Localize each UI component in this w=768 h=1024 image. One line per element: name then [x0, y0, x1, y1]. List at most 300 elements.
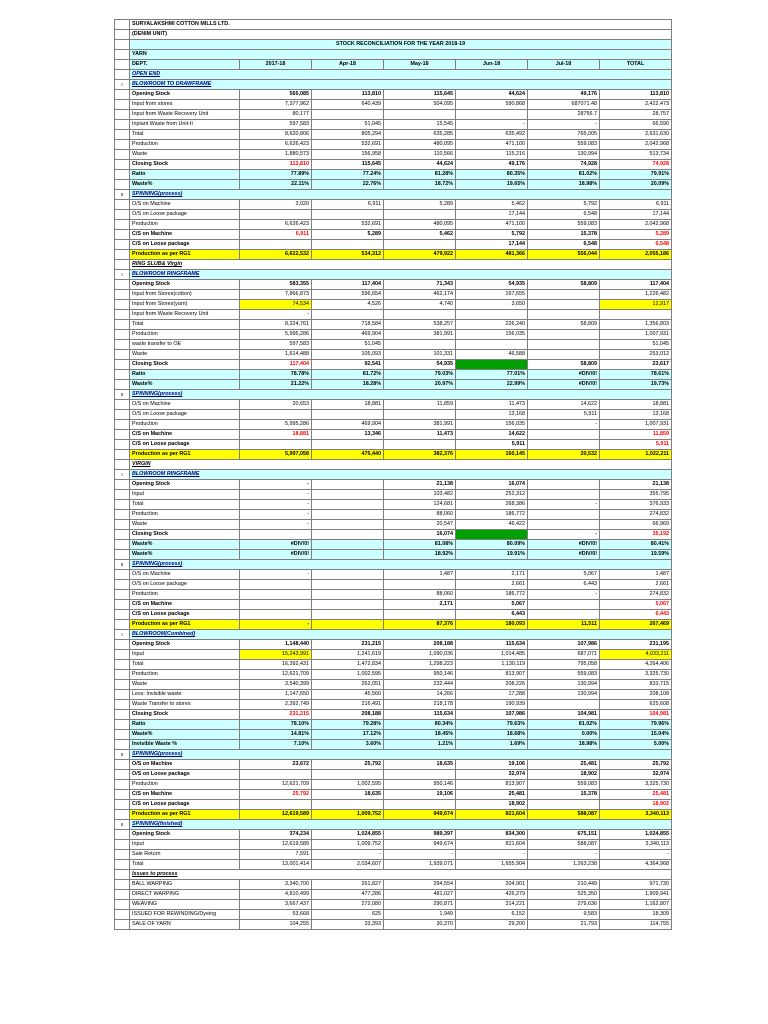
row-index [115, 140, 130, 150]
value-cell [312, 480, 384, 490]
row-label: Production as per RG1 [130, 250, 240, 260]
row-index [115, 570, 130, 580]
value-cell: 115,216 [456, 150, 528, 160]
value-cell: 19.59% [600, 550, 672, 560]
row-index [115, 610, 130, 620]
value-cell: 7,591 [240, 850, 312, 860]
value-cell: 104,981 [528, 710, 600, 720]
value-cell [384, 310, 456, 320]
value-cell: 32,974 [456, 770, 528, 780]
row-label: Closing Stock [130, 710, 240, 720]
value-cell: 35,192 [600, 530, 672, 540]
value-cell: - [528, 120, 600, 130]
table-row [115, 890, 672, 900]
value-cell: 6,911 [240, 230, 312, 240]
value-cell [528, 520, 600, 530]
value-cell [312, 620, 384, 630]
value-cell: 2,392,749 [240, 700, 312, 710]
row-label: Waste% [130, 550, 240, 560]
section-row [115, 70, 672, 80]
value-cell [384, 110, 456, 120]
row-label: O/S on Machine [130, 400, 240, 410]
report-title: STOCK RECONCILIATION FOR THE YEAR 2018-19 [130, 40, 672, 50]
value-cell: 15,243,991 [240, 650, 312, 660]
section-row [115, 560, 672, 570]
value-cell: 20,532 [528, 450, 600, 460]
value-cell: 8,620,806 [240, 130, 312, 140]
value-cell: 481,366 [456, 250, 528, 260]
value-cell: 290,871 [384, 900, 456, 910]
row-label: VIRGIN [130, 460, 672, 470]
row-label: Ratio [130, 170, 240, 180]
value-cell: 12,621,709 [240, 670, 312, 680]
group-label-row [115, 870, 672, 880]
value-cell: 5,995,286 [240, 330, 312, 340]
table-row [115, 800, 672, 810]
value-cell: 1,614,488 [240, 350, 312, 360]
table-row [115, 500, 672, 510]
value-cell: 2,171 [456, 570, 528, 580]
row-label: O/S on Machine [130, 200, 240, 210]
row-index [115, 410, 130, 420]
table-row [115, 720, 672, 730]
value-cell: 18,309 [600, 910, 672, 920]
value-cell: #DIV/0! [528, 380, 600, 390]
value-cell: 107,986 [456, 710, 528, 720]
value-cell: - [528, 590, 600, 600]
row-index [115, 70, 130, 80]
value-cell: 115,634 [384, 710, 456, 720]
value-cell: 32,974 [600, 770, 672, 780]
value-cell: 18.98% [528, 180, 600, 190]
table-row [115, 110, 672, 120]
value-cell: 795,058 [528, 660, 600, 670]
value-cell: 5,067 [528, 570, 600, 580]
header-2017-18: 2017-18 [240, 60, 312, 70]
table-row [115, 760, 672, 770]
row-label: OPEN END [130, 70, 672, 80]
value-cell: 19,106 [384, 790, 456, 800]
value-cell: 381,991 [384, 330, 456, 340]
table-row [115, 140, 672, 150]
row-index [115, 650, 130, 660]
value-cell: 51,045 [600, 340, 672, 350]
row-index [115, 490, 130, 500]
value-cell: 1,241,619 [312, 650, 384, 660]
row-label: Production [130, 140, 240, 150]
value-cell: 2,661 [600, 580, 672, 590]
value-cell: 218,178 [384, 700, 456, 710]
row-label: DIRECT WARPING [130, 890, 240, 900]
row-label: Ratio [130, 720, 240, 730]
row-label: C/S on Machine [130, 430, 240, 440]
table-row [115, 400, 672, 410]
table-row [115, 850, 672, 860]
value-cell [528, 800, 600, 810]
value-cell: - [528, 850, 600, 860]
cell [115, 40, 130, 50]
value-cell: 675,151 [528, 830, 600, 840]
value-cell: #DIV/0! [528, 370, 600, 380]
row-index [115, 90, 130, 100]
row-label: Production [130, 780, 240, 790]
value-cell: 180,093 [456, 620, 528, 630]
row-label: O/S on Loose package [130, 210, 240, 220]
row-label: Waste% [130, 730, 240, 740]
value-cell [240, 440, 312, 450]
row-index [115, 250, 130, 260]
table-row [115, 660, 672, 670]
value-cell: 1,009,752 [312, 810, 384, 820]
value-cell: 232,444 [384, 680, 456, 690]
value-cell: 765,005 [528, 130, 600, 140]
table-row [115, 300, 672, 310]
row-index [115, 870, 130, 880]
value-cell: 101,331 [384, 350, 456, 360]
value-cell: 21,138 [600, 480, 672, 490]
value-cell: 77.89% [240, 170, 312, 180]
value-cell: - [528, 530, 600, 540]
row-index: II [115, 750, 130, 760]
value-cell: 805,294 [312, 130, 384, 140]
row-label: Production [130, 330, 240, 340]
value-cell: 107,986 [528, 640, 600, 650]
header-jul-18: Jul-18 [528, 60, 600, 70]
value-cell: 7,866,873 [240, 290, 312, 300]
row-index [115, 540, 130, 550]
value-cell [384, 610, 456, 620]
row-label: waste transfer to OE [130, 340, 240, 350]
value-cell: 5,289 [312, 230, 384, 240]
cell [115, 20, 130, 30]
value-cell: 2,631,630 [600, 130, 672, 140]
value-cell: 252,312 [456, 490, 528, 500]
value-cell: 79.03% [384, 370, 456, 380]
row-label: O/S on Loose package [130, 770, 240, 780]
table-row [115, 440, 672, 450]
value-cell: 262,051 [312, 680, 384, 690]
row-index: II [115, 820, 130, 830]
value-cell: 6,443 [456, 610, 528, 620]
table-row [115, 510, 672, 520]
row-label: C/S on Machine [130, 790, 240, 800]
value-cell: 130,994 [528, 150, 600, 160]
row-index [115, 350, 130, 360]
value-cell: 12,619,589 [240, 810, 312, 820]
value-cell: 186,772 [456, 590, 528, 600]
value-cell: 17.12% [312, 730, 384, 740]
value-cell: 272,080 [312, 900, 384, 910]
row-index [115, 310, 130, 320]
value-cell: 718,584 [312, 320, 384, 330]
row-label: Opening Stock [130, 830, 240, 840]
value-cell: 5.00% [600, 740, 672, 750]
value-cell: 208,226 [456, 680, 528, 690]
value-cell: 92,541 [312, 360, 384, 370]
section-row [115, 270, 672, 280]
row-index [115, 620, 130, 630]
value-cell: 1,880,573 [240, 150, 312, 160]
value-cell: 21.22% [240, 380, 312, 390]
value-cell: 231,195 [600, 640, 672, 650]
value-cell: 4,526 [312, 300, 384, 310]
value-cell: 74,534 [240, 300, 312, 310]
value-cell: - [528, 500, 600, 510]
row-label: Production [130, 510, 240, 520]
table-row [115, 740, 672, 750]
table-row [115, 650, 672, 660]
row-label: SPINNING(process) [130, 560, 672, 570]
value-cell: 17,144 [600, 210, 672, 220]
row-label: Waste [130, 350, 240, 360]
row-index [115, 280, 130, 290]
table-row [115, 360, 672, 370]
value-cell: 376,933 [600, 500, 672, 510]
value-cell: 5,289 [600, 230, 672, 240]
row-index: I [115, 80, 130, 90]
row-label: O/S on Machine [130, 570, 240, 580]
value-cell: 4,033,211 [600, 650, 672, 660]
value-cell: 469,904 [312, 420, 384, 430]
value-cell: 4,810,499 [240, 890, 312, 900]
row-label: Ratio [130, 370, 240, 380]
value-cell: - [312, 850, 384, 860]
row-label: Input from Stores(cotton) [130, 290, 240, 300]
value-cell: 355,795 [600, 490, 672, 500]
table-row [115, 670, 672, 680]
row-index [115, 150, 130, 160]
value-cell: 821,604 [456, 810, 528, 820]
row-index [115, 790, 130, 800]
value-cell [384, 580, 456, 590]
value-cell: 635,492 [456, 130, 528, 140]
row-label: C/S on Loose package [130, 240, 240, 250]
value-cell: 190,939 [456, 700, 528, 710]
row-label: O/S on Loose package [130, 410, 240, 420]
table-row [115, 640, 672, 650]
value-cell: 226,240 [456, 320, 528, 330]
row-index [115, 400, 130, 410]
row-label: Waste% [130, 180, 240, 190]
row-label: Production as per RG1 [130, 450, 240, 460]
value-cell: 104,981 [600, 710, 672, 720]
value-cell [312, 310, 384, 320]
row-label: Total [130, 660, 240, 670]
value-cell: 950,146 [384, 780, 456, 790]
value-cell: 532,691 [312, 220, 384, 230]
value-cell: 105,093 [312, 350, 384, 360]
table-row [115, 910, 672, 920]
header-dept: DEPT. [130, 60, 240, 70]
value-cell: 6,626,423 [240, 220, 312, 230]
row-label: Closing Stock [130, 530, 240, 540]
value-cell: 1,148,440 [240, 640, 312, 650]
value-cell: 114,755 [600, 920, 672, 930]
cell [115, 30, 130, 40]
value-cell: 216,491 [312, 700, 384, 710]
value-cell: 1,162,807 [600, 900, 672, 910]
table-row [115, 780, 672, 790]
section-row [115, 630, 672, 640]
value-cell [240, 600, 312, 610]
value-cell: 66,590 [600, 120, 672, 130]
row-label: Input [130, 650, 240, 660]
row-label: BALL WARPING [130, 880, 240, 890]
row-index [115, 380, 130, 390]
value-cell: 635,285 [384, 130, 456, 140]
value-cell: 104,255 [240, 920, 312, 930]
value-cell: 534,312 [312, 250, 384, 260]
row-index: I [115, 470, 130, 480]
row-label: Production as per RG1 [130, 620, 240, 630]
header-total: TOTAL [600, 60, 672, 70]
value-cell [312, 610, 384, 620]
row-index [115, 210, 130, 220]
row-label: BLOWROOM TO DRAWFRAME [130, 80, 672, 90]
value-cell: 88,060 [384, 590, 456, 600]
value-cell: 1,130,119 [456, 660, 528, 670]
value-cell: 381,991 [384, 420, 456, 430]
row-label: Opening Stock [130, 480, 240, 490]
row-index [115, 880, 130, 890]
row-label: Opening Stock [130, 280, 240, 290]
table-row [115, 480, 672, 490]
row-index [115, 170, 130, 180]
value-cell: 15,378 [528, 230, 600, 240]
value-cell: 46,422 [456, 520, 528, 530]
table-row [115, 410, 672, 420]
row-index [115, 500, 130, 510]
value-cell: - [528, 420, 600, 430]
company-unit: (DENIM UNIT) [130, 30, 672, 40]
value-cell [240, 590, 312, 600]
table-row [115, 430, 672, 440]
value-cell: 51,045 [312, 120, 384, 130]
row-index [115, 100, 130, 110]
row-index [115, 330, 130, 340]
row-label: Production [130, 590, 240, 600]
value-cell [240, 240, 312, 250]
value-cell: 513,734 [600, 150, 672, 160]
row-label: RING SLUB& Virgin [130, 260, 672, 270]
value-cell: 13,168 [600, 410, 672, 420]
value-cell [528, 440, 600, 450]
group-label-row [115, 260, 672, 270]
row-index [115, 220, 130, 230]
value-cell: 18,902 [528, 770, 600, 780]
value-cell: 25,792 [240, 790, 312, 800]
value-cell [240, 610, 312, 620]
value-cell: 156,035 [456, 420, 528, 430]
value-cell: 74,928 [528, 160, 600, 170]
value-cell: 208,188 [312, 710, 384, 720]
value-cell: 54,935 [384, 360, 456, 370]
value-cell: 19.73% [600, 380, 672, 390]
value-cell: 113,810 [600, 90, 672, 100]
value-cell: - [240, 490, 312, 500]
value-cell: 1,090,036 [384, 650, 456, 660]
value-cell: 15,545 [384, 120, 456, 130]
table-row [115, 550, 672, 560]
value-cell: 3,667,437 [240, 900, 312, 910]
value-cell: 597,583 [240, 340, 312, 350]
table-row [115, 420, 672, 430]
value-cell: 6,911 [312, 200, 384, 210]
value-cell: - [240, 620, 312, 630]
table-row [115, 770, 672, 780]
value-cell: 15.04% [600, 730, 672, 740]
value-cell: 167,655 [456, 290, 528, 300]
row-label: Waste [130, 150, 240, 160]
value-cell: 538,257 [384, 320, 456, 330]
row-index [115, 420, 130, 430]
row-label: SPINNING(process) [130, 750, 672, 760]
value-cell [528, 310, 600, 320]
value-cell [312, 110, 384, 120]
value-cell: 821,604 [456, 840, 528, 850]
value-cell: 110,566 [384, 150, 456, 160]
section-row [115, 190, 672, 200]
value-cell: 469,904 [312, 330, 384, 340]
row-label: C/S on Loose package [130, 610, 240, 620]
value-cell: 480,095 [384, 220, 456, 230]
value-cell: 11,511 [528, 620, 600, 630]
value-cell: 6,548 [528, 240, 600, 250]
row-index [115, 680, 130, 690]
row-label: Waste% [130, 540, 240, 550]
row-index [115, 840, 130, 850]
value-cell: 6,443 [528, 580, 600, 590]
value-cell: 1,298,223 [384, 660, 456, 670]
value-cell: 18.45% [384, 730, 456, 740]
value-cell: 156,958 [312, 150, 384, 160]
value-cell: 17,144 [456, 240, 528, 250]
row-index [115, 780, 130, 790]
value-cell: 18,635 [384, 760, 456, 770]
value-cell [384, 800, 456, 810]
header-jun-18: Jun-18 [456, 60, 528, 70]
table-row [115, 810, 672, 820]
row-index [115, 440, 130, 450]
row-label: Sale Return [130, 850, 240, 860]
column-header-row [115, 60, 672, 70]
value-cell [384, 440, 456, 450]
row-label: Waste [130, 680, 240, 690]
value-cell [384, 340, 456, 350]
value-cell: 28756.7 [528, 110, 600, 120]
row-label: BLOWROOM(Combined) [130, 630, 672, 640]
value-cell: 1,022,211 [600, 450, 672, 460]
value-cell: 103,482 [384, 490, 456, 500]
value-cell: 481,027 [384, 890, 456, 900]
row-index [115, 670, 130, 680]
value-cell: 18.92% [384, 550, 456, 560]
value-cell: 3,020 [240, 200, 312, 210]
value-cell: 3,325,730 [600, 780, 672, 790]
row-index [115, 900, 130, 910]
row-label: SPINNING(process) [130, 390, 672, 400]
value-cell: 1.21% [384, 740, 456, 750]
value-cell [600, 310, 672, 320]
value-cell: 12,917 [600, 300, 672, 310]
row-label: O/S on Loose package [130, 580, 240, 590]
value-cell: 81.28% [384, 170, 456, 180]
row-index [115, 860, 130, 870]
value-cell: 583,355 [240, 280, 312, 290]
table-row [115, 840, 672, 850]
value-cell [312, 510, 384, 520]
value-cell: 426,279 [456, 890, 528, 900]
